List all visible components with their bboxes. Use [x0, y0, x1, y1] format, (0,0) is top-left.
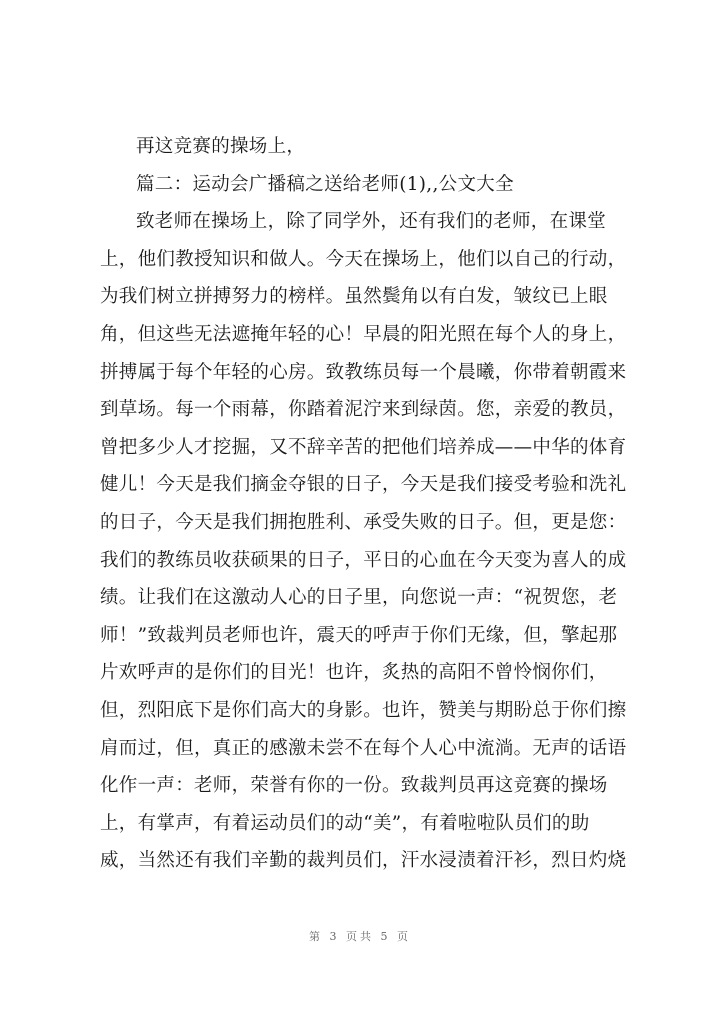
- text-line: 威，当然还有我们辛勤的裁判员们，汗水浸渍着汗衫，烈日灼烧: [100, 850, 627, 872]
- text-line: 上，他们教授知识和做人。今天在操场上，他们以自己的行动，: [100, 248, 627, 270]
- text-line: 为我们树立拼搏努力的榜样。虽然鬓角以有白发，皱纹已上眼: [100, 286, 608, 308]
- text-line: 绩。让我们在这激动人心的日子里，向您说一声：“祝贺您，老: [100, 587, 618, 609]
- text-line: 我们的教练员收获硕果的日子，平日的心血在今天变为喜人的成: [100, 549, 627, 571]
- text-line: 的日子，今天是我们拥抱胜利、承受失败的日子。但，更是您：: [100, 511, 627, 533]
- text-line: 健儿！今天是我们摘金夺银的日子，今天是我们接受考验和洗礼: [100, 474, 627, 496]
- text-line: 化作一声：老师，荣誉有你的一份。致裁判员再这竞赛的操场: [100, 775, 608, 797]
- text-line: 再这竞赛的操场上，: [136, 136, 306, 157]
- text-line: 片欢呼声的是你们的目光！也许，炙热的高阳不曾怜悯你们，: [100, 662, 608, 684]
- text-line: 曾把多少人才挖掘，又不辞辛苦的把他们培养成——中华的体育: [100, 436, 627, 458]
- body-text: [100, 128, 632, 880]
- section-heading: 篇二：运动会广播稿之送给老师(1),,公文大全: [136, 173, 514, 195]
- text-line: 角，但这些无法遮掩年轻的心！早晨的阳光照在每个人的身上，: [100, 323, 627, 345]
- page-number-footer: 第 3 页共 5 页: [309, 930, 411, 943]
- text-line: 但，烈阳底下是你们高大的身影。也许，赞美与期盼总于你们擦: [100, 699, 627, 721]
- text-line: 师！”致裁判员老师也许，震天的呼声于你们无缘，但，擎起那: [100, 624, 618, 646]
- text-line: 上，有掌声，有着运动员们的动“美”，有着啦啦队员们的助: [100, 812, 590, 834]
- text-line: 拼搏属于每个年轻的心房。致教练员每一个晨曦，你带着朝霞来: [100, 361, 627, 383]
- paragraph-start: 致老师在操场上，除了同学外，还有我们的老师，在课堂: [136, 211, 607, 233]
- text-line: 到草场。每一个雨幕，你踏着泥泞来到绿茵。您，亲爱的教员，: [100, 399, 627, 421]
- text-line: 肩而过，但，真正的感激未尝不在每个人心中流淌。无声的话语: [100, 737, 627, 759]
